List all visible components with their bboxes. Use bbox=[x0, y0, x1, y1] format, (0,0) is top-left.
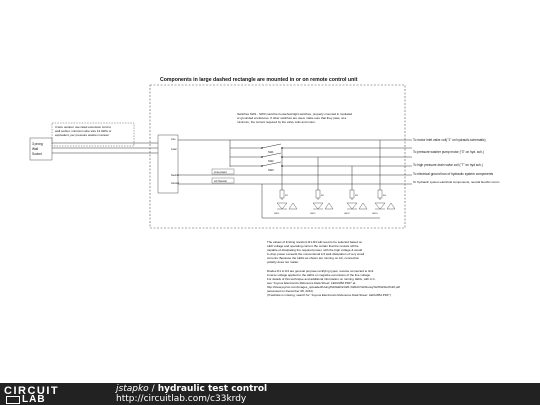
svg-text:or grounded enclosures. If oth: or grounded enclosures. If other switches are used, make sure that they pass, at a bbox=[237, 116, 347, 120]
power-cord bbox=[52, 143, 158, 153]
svg-text:Socket: Socket bbox=[32, 152, 42, 156]
svg-text:SW1: SW1 bbox=[268, 151, 274, 154]
svg-text:SW3: SW3 bbox=[268, 169, 274, 172]
output-labels bbox=[413, 138, 500, 184]
switch-sw3 bbox=[261, 162, 283, 172]
svg-text:R2: R2 bbox=[321, 195, 324, 197]
ac-neutral-label: AC Neutral bbox=[214, 179, 227, 183]
wall-socket-label bbox=[32, 142, 43, 156]
svg-text:R3: R3 bbox=[355, 195, 358, 197]
svg-text:(If website is missing, search: (If website is missing, search for "Joyous Electronics Reference Data Sheet: LEDU3BJ.PDF") bbox=[267, 293, 391, 297]
svg-text:SW2: SW2 bbox=[268, 160, 274, 163]
svg-text:LED1: LED1 bbox=[274, 213, 280, 215]
svg-text:LED voltage and operating curr: LED voltage and operating current. Be certain that the resistor will be bbox=[267, 244, 359, 248]
svg-text:R4: R4 bbox=[383, 195, 386, 197]
svg-text:3 wire outdoor use rated exten: 3 wire outdoor use rated extension cord to bbox=[55, 125, 112, 129]
led-group-4 bbox=[372, 190, 395, 215]
line-power-label: Line power bbox=[214, 170, 227, 174]
svg-text:LED4: LED4 bbox=[372, 213, 378, 215]
svg-text:Ground: Ground bbox=[171, 182, 179, 185]
extension-cord-note bbox=[55, 125, 111, 137]
svg-text:Wall: Wall bbox=[32, 147, 39, 151]
svg-text:3 prong: 3 prong bbox=[32, 142, 43, 146]
svg-text:equivalent, per pressure washe: equivalent, per pressure washer manual bbox=[55, 133, 109, 137]
switch-sw2 bbox=[261, 153, 283, 163]
circuit-credit bbox=[116, 384, 267, 394]
logo-bottom-text: LAB bbox=[22, 394, 46, 405]
circuitlab-footer bbox=[0, 383, 540, 405]
svg-text:wall socket, minimum wire size: wall socket, minimum wire size 14 AWG or bbox=[55, 129, 112, 133]
author-link[interactable]: jstapko bbox=[116, 384, 149, 394]
output-ground-bus: To electrical ground bus of hydraulic system components bbox=[413, 172, 494, 176]
svg-text:Neutral: Neutral bbox=[171, 174, 179, 177]
svg-text:Switches SW1 - SW3 could be ho: Switches SW1 - SW3 could be household light switches, properly mounted in insulated bbox=[237, 112, 353, 116]
switch-note bbox=[237, 112, 352, 124]
led-group-1 bbox=[274, 190, 297, 215]
svg-text:minimum, the current required: minimum, the current required by the valve coils and motor. bbox=[237, 120, 316, 124]
svg-text:The values of limiting resisto: The values of limiting resistors R1-R4 will need to be selected based on bbox=[267, 240, 363, 244]
circuit-name: hydraulic test control bbox=[157, 384, 268, 394]
svg-text:inverse voltage applied to the: inverse voltage applied to the LEDs on negative excursions of the line voltage. bbox=[267, 273, 371, 277]
led-group-2 bbox=[310, 190, 333, 215]
svg-text:capable of dissipating the req: capable of dissipating the required power, with the high voltage & would bbox=[267, 248, 363, 252]
resistor-note bbox=[267, 240, 364, 264]
output-neutral-bus bbox=[413, 180, 500, 184]
svg-text:currents. Because the LEDs as: currents. Because the LEDs as shown are running on AC, connection bbox=[267, 256, 360, 260]
svg-text:http://www.joycon.com/images_u: http://www.joycon.com/images_uploaded/Using%20LEDs%20-%20AC%20noisy%20%20ref%20.pdf bbox=[267, 285, 400, 289]
output-pump-motor: To pressure washer pump motor ("3" on hyd. sch.) bbox=[413, 150, 484, 154]
remote-control-unit-boundary bbox=[150, 85, 405, 228]
switch-sw1 bbox=[261, 144, 283, 154]
connector-labels bbox=[171, 138, 180, 185]
svg-text:see "Joyous Electronics Refere: see "Joyous Electronics Reference Data Sheet: LEDU3BJ.PDF" at bbox=[267, 281, 356, 285]
svg-text:Diodes D1 to D4 are general pu: Diodes D1 to D4 are general purpose rectifying types; reverse connected to limit bbox=[267, 269, 374, 273]
diagram-title: Components in large dashed rectangle are mounted in or on remote control unit bbox=[160, 77, 358, 83]
svg-text:Line: Line bbox=[171, 138, 176, 141]
led-group-3 bbox=[344, 190, 367, 215]
credit-separator: / bbox=[151, 384, 155, 394]
circuitlab-logo[interactable] bbox=[4, 384, 94, 404]
svg-text:polarity does not matter.: polarity does not matter. bbox=[267, 260, 300, 264]
output-drain-valve: To high pressure drain valve coil ("7" on hyd sch.) bbox=[413, 163, 483, 167]
output-neutral-bus-text: To hydraulic system electrical components, neutral bus/AC return bbox=[413, 180, 500, 184]
logo-top-text: CIRCUIT bbox=[4, 385, 60, 397]
circuit-url-link[interactable]: http://circuitlab.com/c33krdy bbox=[116, 394, 247, 404]
svg-text:in-drop power exceeds the conv: in-drop power exceeds the conventional 1/4 watt dissipation of very small bbox=[267, 252, 365, 256]
svg-text:R1: R1 bbox=[285, 195, 288, 197]
svg-text:Load: Load bbox=[171, 148, 177, 151]
logo-mark-icon bbox=[6, 396, 20, 404]
svg-text:LED3: LED3 bbox=[344, 213, 350, 215]
diode-note bbox=[267, 269, 400, 297]
output-motor-inlet-valve: To motor inlet valve coil("1" on hydraulic schematic) bbox=[413, 138, 486, 142]
svg-text:(accessed on December 08, 2012: (accessed on December 08, 2012) bbox=[267, 289, 314, 293]
svg-text:For details of this technique: For details of this technique and additional information on running LEDs, with A.C. bbox=[267, 277, 376, 281]
svg-text:LED2: LED2 bbox=[310, 213, 316, 215]
